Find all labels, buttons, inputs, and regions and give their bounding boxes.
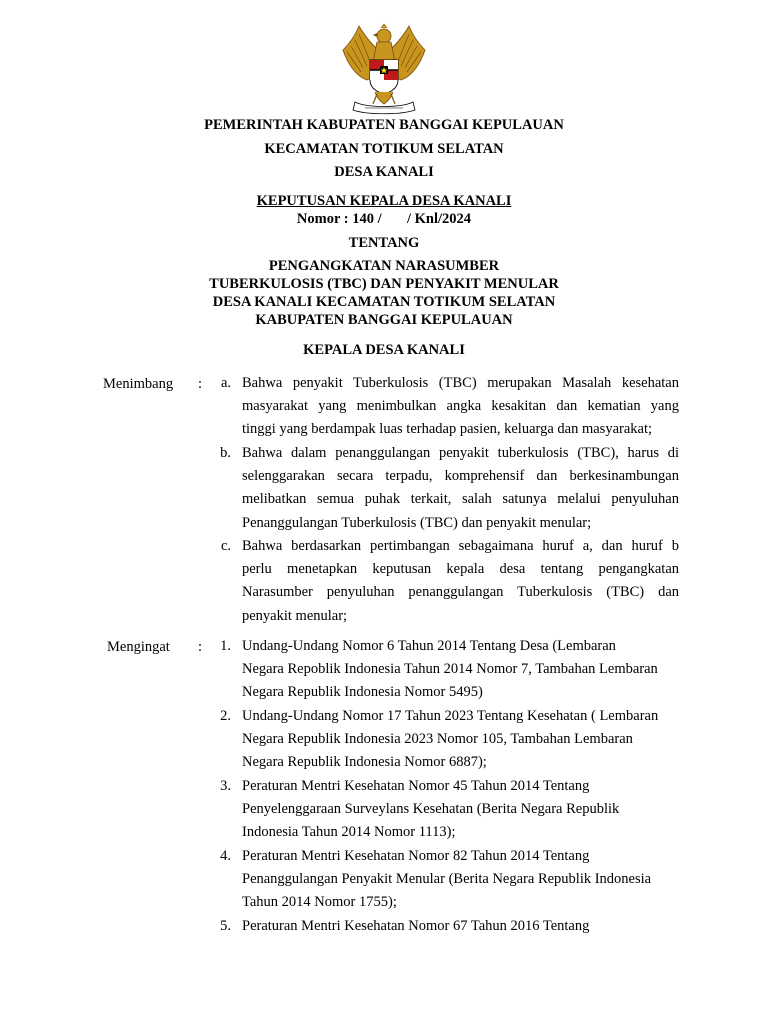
item-marker: 4. xyxy=(220,848,231,864)
list-item xyxy=(242,705,679,775)
item-line: Negara Republik Indonesia 2023 Nomor 105, Tambahan Lembaran xyxy=(242,731,633,748)
item-line: Bahwa penyakit Tuberkulosis (TBC) merupakan Masalah kesehatan xyxy=(242,375,679,391)
item-line: Undang-Undang Nomor 6 Tahun 2014 Tentang Desa (Lembaran xyxy=(242,638,616,654)
list-item xyxy=(242,845,679,915)
subject-line: DESA KANALI KECAMATAN TOTIKUM SELATAN xyxy=(212,294,556,310)
list-item xyxy=(242,775,679,845)
mengingat-label: Mengingat xyxy=(107,639,170,655)
item-line: Penanggulangan Penyakit Menular (Berita Negara Republik Indonesia xyxy=(242,871,652,888)
item-line: penyakit menular; xyxy=(242,607,348,624)
item-marker: 3. xyxy=(220,778,231,794)
item-line: Negara Repoblik Indonesia Tahun 2014 Nomor 7, Tambahan Lembaran xyxy=(242,661,658,678)
item-line: Penanggulangan Tuberkulosis (TBC) dan penyakit menular; xyxy=(242,514,592,531)
subject-line: TUBERKULOSIS (TBC) DAN PENYAKIT MENULAR xyxy=(209,276,559,292)
list-item xyxy=(242,915,679,938)
list-item xyxy=(242,535,679,628)
item-line: Indonesia Tahun 2014 Nomor 1113); xyxy=(242,824,456,841)
item-line: Narasumber penyuluhan penanggulangan Tuberkulosis (TBC) dan xyxy=(242,584,679,601)
item-marker: b. xyxy=(220,445,231,461)
item-line: masyarakat yang menimbulkan angka kesakitan dan kematian yang xyxy=(242,398,679,415)
issuer-title: KEPALA DESA KANALI xyxy=(303,342,465,358)
list-item xyxy=(242,442,679,535)
item-line: tinggi yang berdampak luas terhadap pasien, keluarga dan masyarakat; xyxy=(242,421,653,438)
list-item xyxy=(242,372,679,442)
item-line: Peraturan Mentri Kesehatan Nomor 45 Tahun 2014 Tentang xyxy=(242,778,590,794)
item-line: Bahwa dalam penanggulangan penyakit tuberkulosis (TBC), harus di xyxy=(242,445,679,461)
item-marker: c. xyxy=(220,538,231,554)
garuda-emblem-icon xyxy=(337,22,431,116)
subject-line: PENGANGKATAN NARASUMBER xyxy=(268,258,500,274)
item-line: Peraturan Mentri Kesehatan Nomor 67 Tahun 2016 Tentang xyxy=(242,918,590,934)
government-header: PEMERINTAH KABUPATEN BANGGAI KEPULAUAN xyxy=(204,117,564,133)
subject-line: KABUPATEN BANGGAI KEPULAUAN xyxy=(255,312,513,328)
menimbang-label: Menimbang xyxy=(103,376,174,392)
decree-number: Nomor : 140 / / Knl/2024 xyxy=(296,211,472,227)
item-marker: 5. xyxy=(220,918,231,934)
mengingat-colon: : xyxy=(198,639,203,655)
item-line: Undang-Undang Nomor 17 Tahun 2023 Tentang Kesehatan ( Lembaran xyxy=(242,708,659,724)
item-marker: a. xyxy=(220,375,231,391)
item-line: selenggarakan secara terpadu, komprehensif dan berkesinambungan xyxy=(242,468,679,485)
district-header: KECAMATAN TOTIKUM SELATAN xyxy=(264,141,504,157)
item-line: Bahwa berdasarkan pertimbangan sebagaimana huruf a, dan huruf b xyxy=(242,538,679,554)
decree-title: KEPUTUSAN KEPALA DESA KANALI xyxy=(256,193,512,209)
item-line: Tahun 2014 Nomor 1755); xyxy=(242,894,397,911)
item-line: Negara Republik Indonesia Nomor 6887); xyxy=(242,754,487,771)
village-header: DESA KANALI xyxy=(334,164,434,180)
item-line: melibatkan semua puhak terkait, salah satunya melalui penyuluhan xyxy=(242,491,679,508)
item-line: perlu menetapkan keputusan kepala desa tentang pengangkatan xyxy=(242,561,679,578)
item-line: Penyelenggaraan Surveylans Kesehatan (Berita Negara Republik xyxy=(242,801,620,818)
item-line: Negara Republik Indonesia Nomor 5495) xyxy=(242,684,483,701)
item-marker: 1. xyxy=(220,638,231,654)
item-marker: 2. xyxy=(220,708,231,724)
tentang-label: TENTANG xyxy=(348,235,420,251)
list-item xyxy=(242,635,679,705)
menimbang-colon: : xyxy=(198,376,203,392)
item-line: Peraturan Mentri Kesehatan Nomor 82 Tahun 2014 Tentang xyxy=(242,848,590,864)
